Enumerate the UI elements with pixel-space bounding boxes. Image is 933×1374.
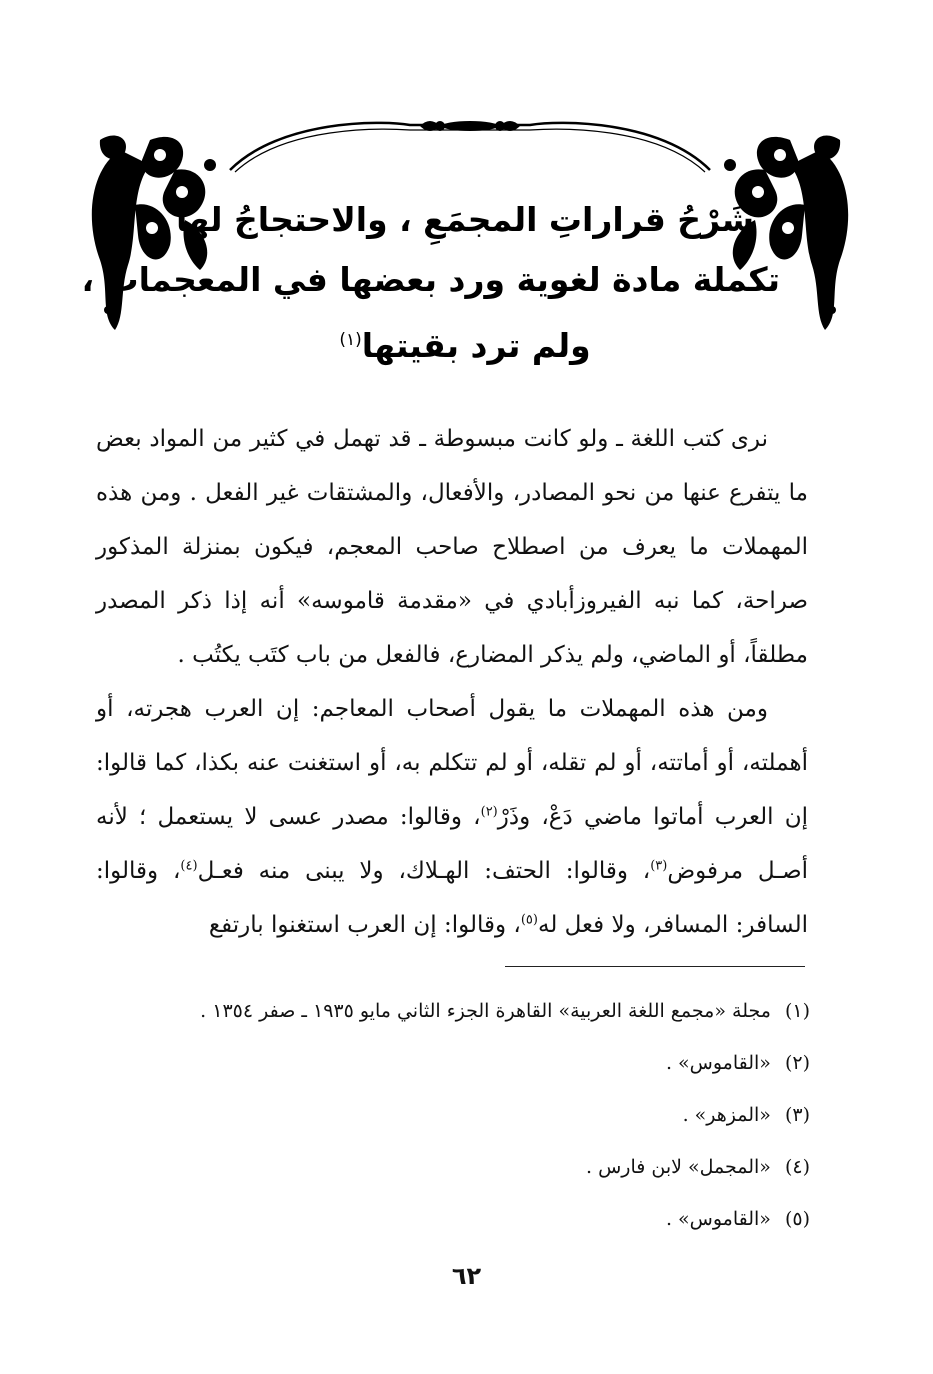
footnote-text: «القاموس» . (665, 1208, 771, 1230)
footnote-number: (٤) (784, 1156, 810, 1178)
footnote-1 (110, 985, 810, 1037)
title-line-1: شَرْحُ قراراتِ المجمَعِ ، والاحتجاجُ لها (175, 200, 755, 239)
title-line-3 (150, 310, 780, 376)
paragraph-2-part-a: ومن هذه المهملات ما يقول أصحاب المعاجم: إن العرب هجرته، أو أهملته، أو أماتته، أو لم تقله، أو لم تتكلم به، أو استغنت عنه بكذا، كما قالوا: إن العرب أماتوا ماضي دَعْ، وذَرْ (96, 696, 809, 830)
paragraph-2 (96, 682, 808, 952)
title-footnote-marker: (١) (339, 330, 362, 350)
paragraph-2-part-c: ، وقالوا: الحتف: الهـلاك، ولا يبنى منه فعـل (197, 858, 651, 884)
footnote-2 (110, 1037, 810, 1089)
footnote-marker-4: (٤) (180, 858, 198, 874)
page-number: ٦٢ (451, 1262, 482, 1290)
footnote-marker-3: (٣) (650, 858, 668, 874)
paragraph-1: نرى كتب اللغة ـ ولو كانت مبسوطة ـ قد تهمل في كثير من المواد بعض ما يتفرع عنها من نحو المصادر، والأفعال، والمشتقات غير الفعل . ومن هذه المهملات ما يعرف من اصطلاح صاحب المعجم، فيكون بمنزلة المذكور صراحة، كما نبه الفيروزأبادي في «مقدمة قاموسه» أنه إذا ذكر المصدر مطلقاً، أو الماضي، ولم يذكر المضارع، فالفعل من باب كتَب يكتُب . (96, 426, 808, 668)
footnote-5 (110, 1193, 810, 1245)
footnote-number: (٥) (784, 1208, 810, 1230)
footnote-number: (٢) (784, 1052, 810, 1074)
paragraph-2-part-b: ، وقالوا: مصدر عسى لا يستعمل ؛ لأنه أصـل مرفوض (96, 804, 808, 884)
footnote-text: «المجمل» لابن فارس . (586, 1156, 771, 1178)
footnote-divider (505, 966, 805, 967)
paragraph-2-part-e: ، وقالوا: إن العرب استغنوا بارتفع (208, 912, 521, 938)
body-text (96, 412, 808, 952)
footnote-text: «المزهر» . (682, 1104, 771, 1126)
footnote-number: (٣) (784, 1104, 810, 1126)
title-line-3-text: ولم ترد بقيتها (361, 326, 591, 365)
footnote-marker-5: (٥) (520, 912, 538, 928)
footnote-text: «القاموس» . (665, 1052, 771, 1074)
chapter-title (81, 190, 780, 376)
footnote-text: مجلة «مجمع اللغة العربية» القاهرة الجزء الثاني مايو ١٩٣٥ ـ صفر ١٣٥٤ . (200, 1000, 771, 1022)
title-line-2: تكملة مادة لغوية ورد بعضها في المعجمات ، (81, 260, 780, 299)
footnote-marker-2: (٢) (480, 804, 498, 820)
footnote-4 (110, 1141, 810, 1193)
paragraph-2-part-d: ، وقالوا: السافر: المسافر، ولا فعل له (96, 858, 808, 938)
footnotes (110, 985, 810, 1245)
footnote-number: (١) (784, 1000, 810, 1022)
footnote-3 (110, 1089, 810, 1141)
